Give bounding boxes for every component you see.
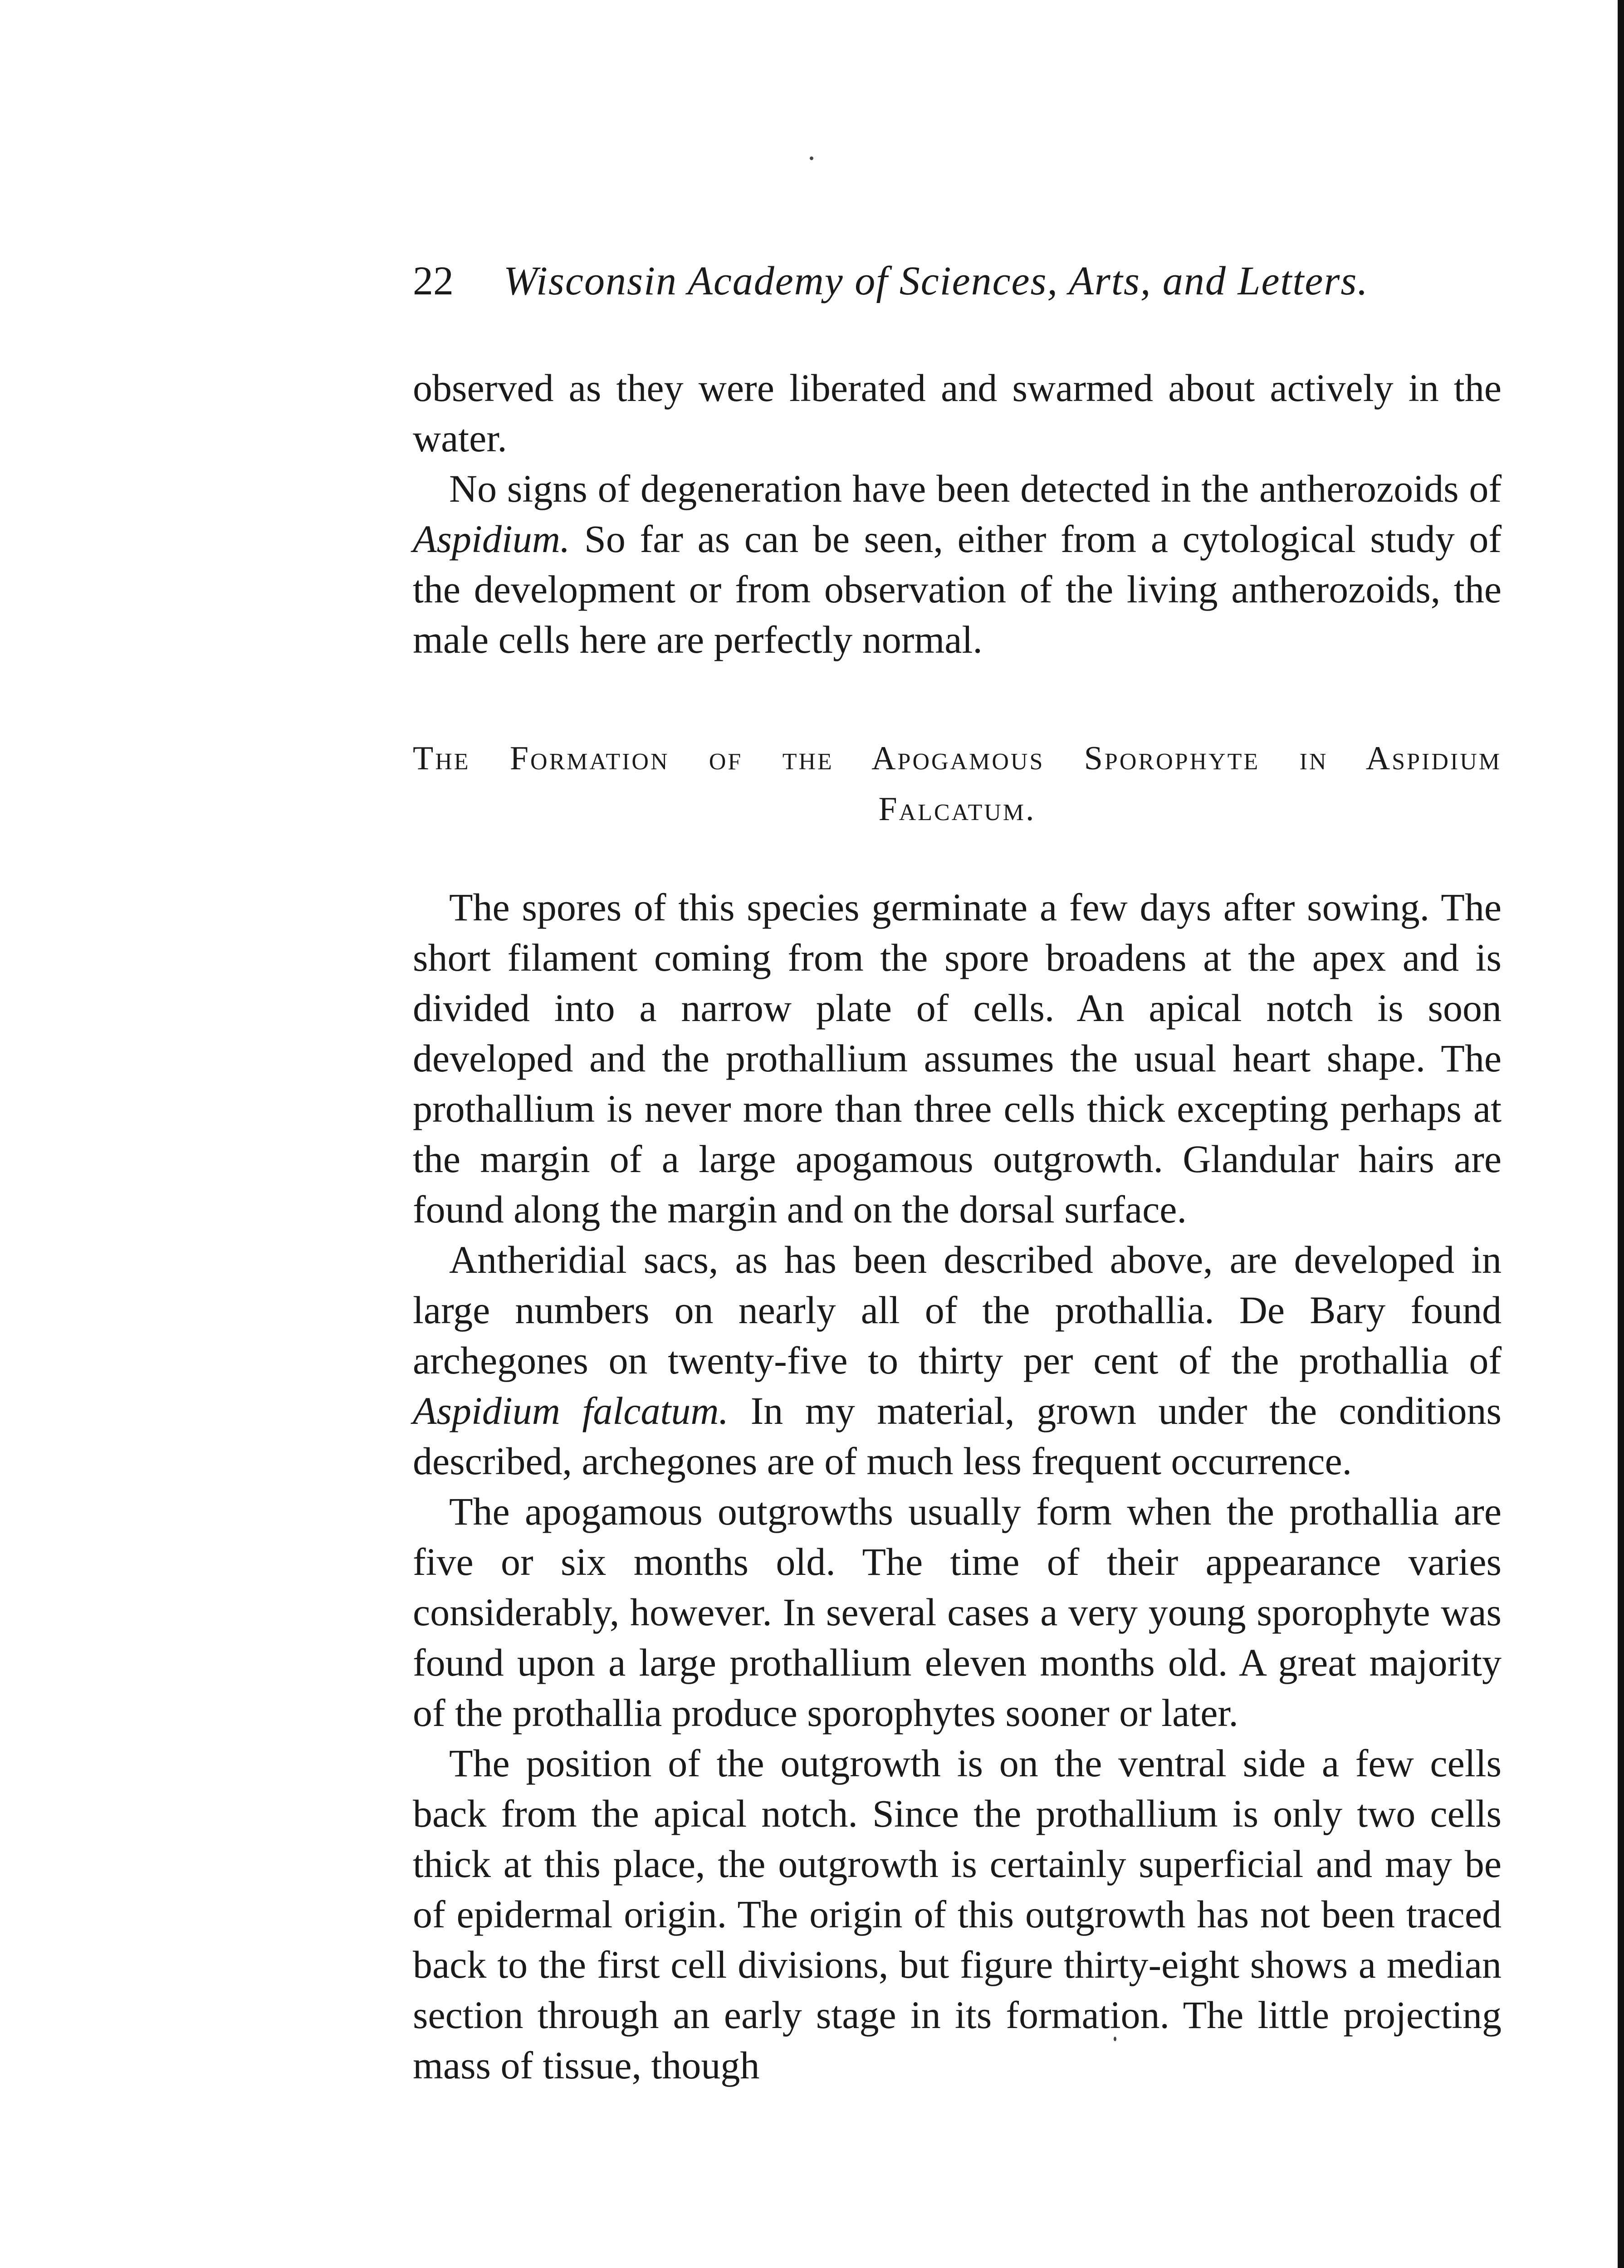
section-heading: [413, 733, 1502, 835]
journal-title: Wisconsin Academy of Sciences, Arts, and Letters.: [504, 259, 1369, 303]
page-edge-shadow: [1618, 0, 1624, 2268]
paragraph-apogamous-outgrowths: The apogamous outgrowths usually form when the prothallia are five or six months old. The time of their appearance varies considerably, however. In several cases a very young sporophyte was found upon a large prothallium eleven months old. A great majority of the prothallia produce sporophytes sooner or later.: [413, 1490, 1502, 1735]
scan-speck: [810, 156, 813, 160]
paragraph-antheridial-sacs: Antheridial sacs, as has been described above, are developed in large numbers on nearly all of the prothallia. De Bary found archegones on twenty-five to thirty per cent of the prothallia of Aspidium falcatum. In my material, grown under the conditions described, archegones are of much less frequent occurrence.: [413, 1238, 1502, 1483]
paragraph-continued: observed as they were liberated and swarmed about actively in the water.: [413, 366, 1502, 460]
paragraph-outgrowth-position: The position of the outgrowth is on the ventral side a few cells back from the apical notch. Since the prothallium is only two cells thick at this place, the outgrowth is certainly superficial and may be of epidermal origin. The origin of this outgrowth has not been traced back to the first cell divisions, but figure thirty-eight shows a median section through an early stage in its formation. The little projecting mass of tissue, though: [413, 1741, 1502, 2087]
section-heading-line-1: The Formation of the Apogamous Sporophyte in Aspidium: [413, 740, 1502, 777]
paragraph-spores: The spores of this species germinate a few days after sowing. The short filament coming from the spore broadens at the apex and is divided into a narrow plate of cells. An apical notch is soon developed and the prothallium assumes the usual heart shape. The prothallium is never more than three cells thick excepting perhaps at the margin of a large apogamous outgrowth. Glandular hairs are found along the margin and on the dorsal surface.: [413, 885, 1502, 1231]
page-number: 22: [413, 259, 454, 303]
taxon-name: Aspidium.: [413, 517, 570, 561]
section-heading-line-2: Falcatum.: [878, 791, 1036, 828]
taxon-name: Aspidium falcatum.: [413, 1389, 729, 1432]
running-head: [413, 254, 1502, 308]
page-body: [413, 254, 1502, 2091]
paragraph-antherozoids: No signs of degeneration have been detected in the antherozoids of Aspidium. So far as can be seen, either from a cytological study of the development or from observation of the living antherozoids, the male cells here are perfectly normal.: [413, 467, 1502, 661]
